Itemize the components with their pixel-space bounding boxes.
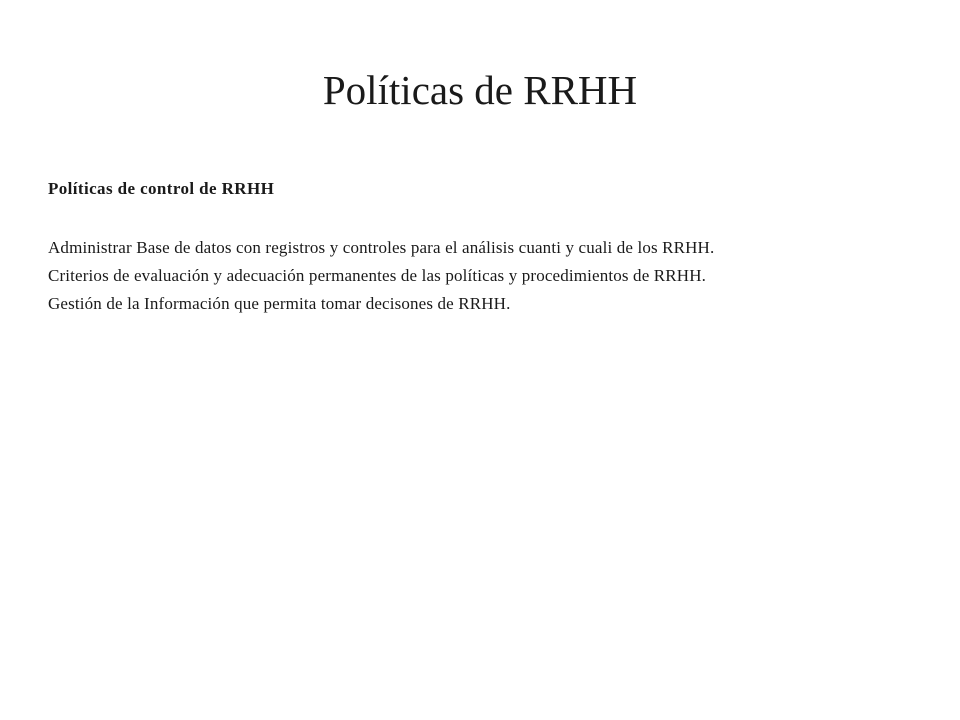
body-line: Administrar Base de datos con registros y controles para el análisis cuanti y cuali de los RRHH. <box>48 238 715 257</box>
slide-content <box>48 175 928 318</box>
body-text-list <box>48 234 928 318</box>
body-line: Criterios de evaluación y adecuación permanentes de las políticas y procedimientos de RRHH. <box>48 266 707 285</box>
body-line: Gestión de la Información que permita tomar decisones de RRHH. <box>48 294 511 313</box>
slide-title: Políticas de RRHH <box>322 67 638 113</box>
section-heading: Políticas de control de RRHH <box>48 179 275 198</box>
